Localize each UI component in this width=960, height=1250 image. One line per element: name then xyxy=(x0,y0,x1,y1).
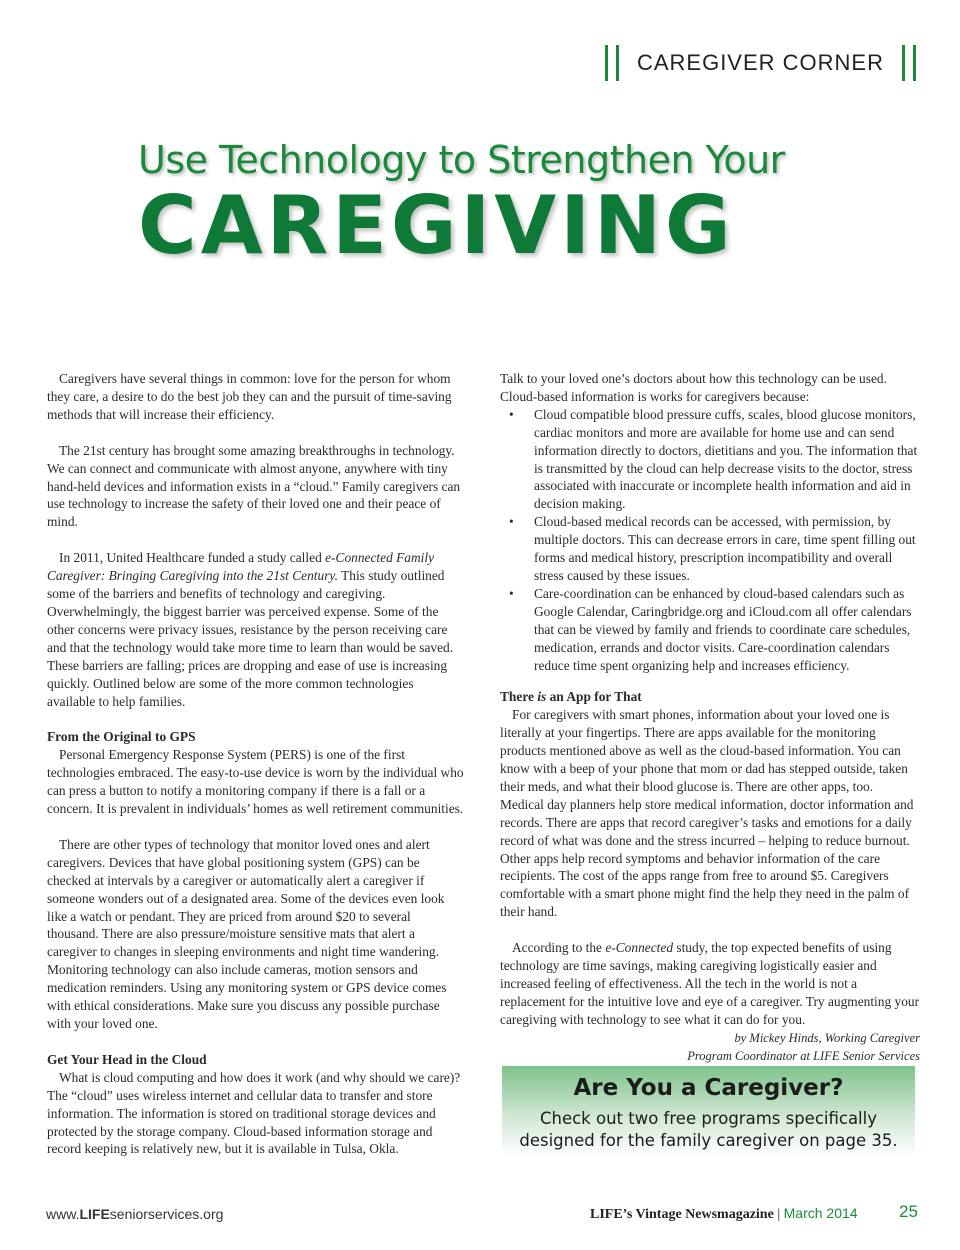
paragraph: The 21st century has brought some amazing breakthroughs in technology. We can connect and communicate with almost anyone, anywhere with tiny hand-held devices and information exists in a “cloud.” Family caregivers can use technology to increase the safety of their loved one and their peace of mind. xyxy=(47,442,461,530)
bullet-icon: • xyxy=(509,585,514,601)
caregiver-promo-box xyxy=(502,1066,915,1156)
promo-title: Are You a Caregiver? xyxy=(573,1075,844,1101)
paragraph xyxy=(47,549,465,710)
header-divider-right-2 xyxy=(913,45,916,81)
heading-emphasis: is xyxy=(537,689,547,705)
byline-name: by Mickey Hinds, Working Caregiver xyxy=(734,1030,920,1045)
study-name: e-Connected xyxy=(605,940,674,956)
list-item-text: Cloud compatible blood pressure cuffs, scales, blood glucose monitors, cardiac monitors and more are available for home use and can send information directly to doctors, dietitians and you. The information that is transmitted by the cloud can help decrease visits to the doctor, stress associated with inaccurate or incomplete health information and aid in decision making. xyxy=(534,406,918,512)
title-line-1: Use Technology to Strengthen Your xyxy=(138,138,785,182)
footer-publication xyxy=(590,1205,858,1223)
paragraph: Caregivers have several things in common: love for the person for whom they care, a desire to do the best job they can and the pursuit of time-saving methods that will increase their efficiency. xyxy=(47,371,452,422)
study-title: e-Connected Family Caregiver: Bringing Caregiving into the 21st Century. xyxy=(47,550,435,584)
author-byline xyxy=(500,1029,920,1065)
paragraph: Personal Emergency Response System (PERS) is one of the first technologies embraced. The easy-to-use device is worn by the individual who can press a button to notify a monitoring company if there is a fall or a concern. It is prevalent in individuals’ homes as well retirement communities. xyxy=(47,747,464,817)
paragraph: For caregivers with smart phones, information about your loved one is literally at your fingertips. There are apps available for the monitoring products mentioned above as well as the cloud-based information. You can know with a beep of your phone that mom or dad has stepped outside, taken their meds, and what their blood glucose is. There are other apps, too. Medical day planners help store medical information, doctor information and records. There are apps that record caregiver’s tasks and emotions for a daily record of what was done and the stress incurred – helping to reduce burnout. Other apps help record symptoms and behavior information of the care recipients. The cost of the apps range from free to around $5. Caregivers comfortable with a smart phone might find the help they need in the palm of their hand. xyxy=(500,707,914,920)
issue-date: March 2014 xyxy=(783,1205,858,1221)
subheading-app xyxy=(500,688,920,706)
footer-separator: | xyxy=(773,1207,784,1222)
bullet-icon: • xyxy=(509,406,514,422)
paragraph: Talk to your loved one’s doctors about how this technology can be used. Cloud-based information is works for caregivers because: xyxy=(500,371,887,404)
list-item xyxy=(500,513,920,585)
right-column xyxy=(500,370,920,1065)
list-item xyxy=(500,406,920,513)
paragraph xyxy=(500,939,920,1029)
list-item-text: Cloud-based medical records can be accessed, with permission, by multiple doctors. This can decrease errors in care, time spent filling out forms and medical history, prescription incompatibility and overall stress caused by these issues. xyxy=(534,514,916,583)
magazine-name: LIFE’s Vintage Newsmagazine xyxy=(590,1207,774,1222)
list-item xyxy=(500,585,920,675)
title-line-2: CAREGIVING xyxy=(138,179,735,272)
page-number: 25 xyxy=(899,1202,918,1221)
bullet-icon: • xyxy=(509,514,514,530)
paragraph: There are other types of technology that monitor loved ones and alert caregivers. Devices that have global positioning system (GPS) can be checked at intervals by a caregiver or automatically alert a caregiver if someone wonders out of a designated area. Some of the devices even look like a watch or pendant. They are priced from around $20 to several thousand. There are also pressure/moisture sensitive mats that alert a caregiver to changes in sleeping environments and night time wandering. Monitoring technology can also include cameras, motion sensors and medication reminders. Using any monitoring system or GPS device comes with ethical considerations. Make sure you discuss any possible purchase with your loved one. xyxy=(47,836,447,1031)
paragraph-text: This study outlined some of the barriers and benefits of technology and caregiving. Overwhelmingly, the biggest barrier was perceived expense. Some of the other concerns were privacy issues, resistance by the person receiving care and that the technology would take more time to learn than would be saved. These barriers are falling; prices are dropping and ease of use is increasing quickly. Outlined below are some of the more common technologies available to help families. xyxy=(47,568,454,709)
url-brand: LIFE xyxy=(79,1206,110,1222)
url-part: seniorservices.org xyxy=(109,1206,224,1222)
heading-text: an App for That xyxy=(546,689,642,705)
footer-website-link[interactable] xyxy=(46,1206,223,1222)
promo-line: Check out two free programs specifically xyxy=(539,1109,877,1128)
article-title xyxy=(138,138,794,272)
paragraph: What is cloud computing and how does it work (and why should we care)? The “cloud” uses wireless internet and cellular data to transfer and store information. The information is stored on traditional storage devices and protected by the storage company. Cloud-based information storage and record keeping is relatively new, but it is available in Tulsa, Okla. xyxy=(47,1069,461,1157)
paragraph-text: According to the xyxy=(512,940,606,956)
byline-role: Program Coordinator at LIFE Senior Services xyxy=(687,1048,920,1063)
heading-text: There xyxy=(500,689,538,705)
section-title: CAREGIVER CORNER xyxy=(636,50,884,75)
subheading-cloud: Get Your Head in the Cloud xyxy=(47,1051,207,1067)
bullet-list xyxy=(500,406,920,675)
left-column xyxy=(47,370,465,1158)
list-item-text: Care-coordination can be enhanced by cloud-based calendars such as Google Calendar, Caringbridge.org and iCloud.com all offer calendars that can be viewed by family and friends to coordinate care schedules, medication, errands and doctor visits. Care-coordination calendars reduce time spent organizing help and increases efficiency. xyxy=(534,585,912,673)
header-divider-right xyxy=(902,45,905,81)
header-divider-left-2 xyxy=(616,45,619,81)
url-part: www. xyxy=(46,1206,80,1222)
paragraph-text: In 2011, United Healthcare funded a study called xyxy=(59,550,326,566)
header-divider-left xyxy=(605,45,608,81)
section-header xyxy=(601,44,920,82)
promo-line: designed for the family caregiver on page 35. xyxy=(519,1131,898,1150)
subheading-gps: From the Original to GPS xyxy=(47,729,196,745)
paragraph-text: study, the top expected benefits of using technology are time savings, making caregiving logistically easier and increased feeling of effectiveness. All the tech in the world is not a replacement for the intuitive love and eye of a caregiver. Try augmenting your caregiving with technology to see what it can do for you. xyxy=(500,940,920,1027)
promo-body xyxy=(502,1108,915,1152)
